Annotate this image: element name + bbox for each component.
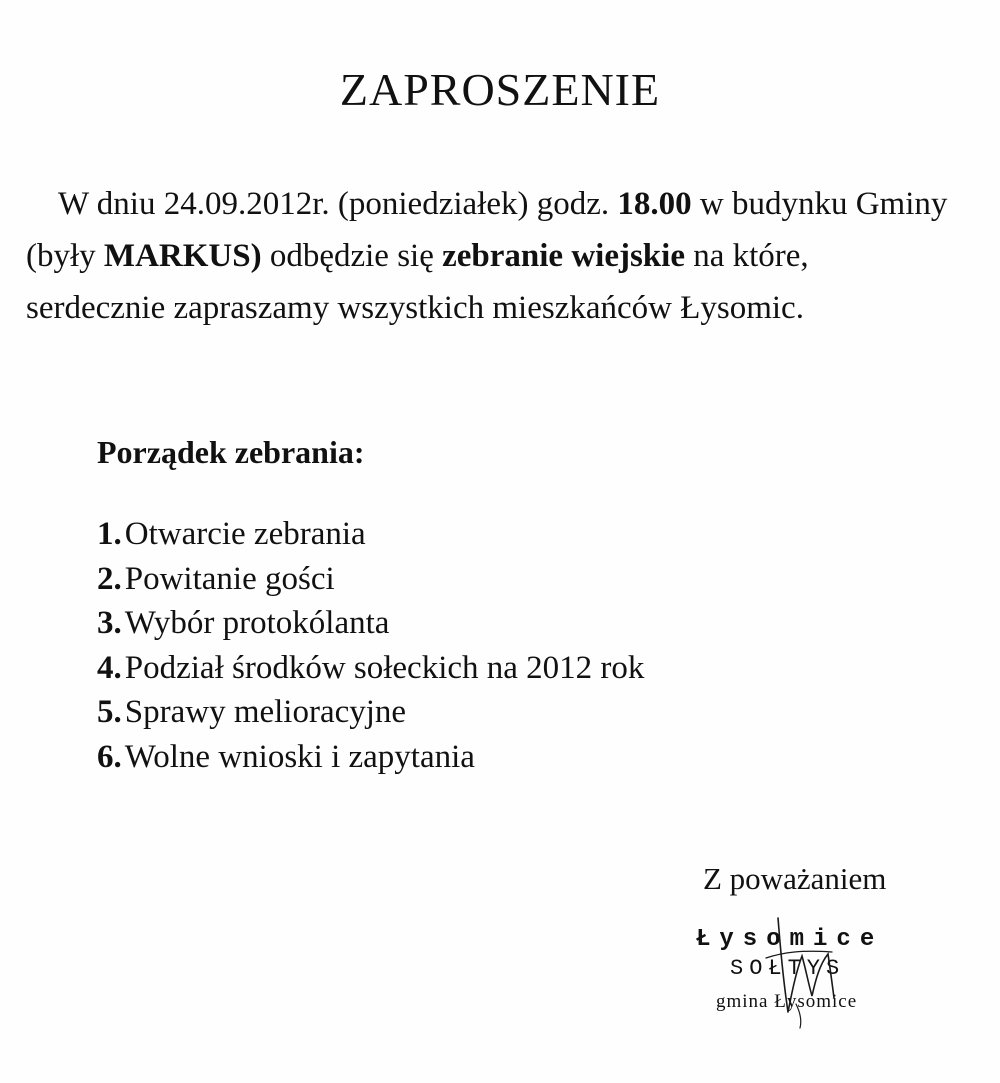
agenda-list (97, 512, 644, 779)
official-stamp (676, 912, 936, 1032)
agenda-item-number: 6. (97, 738, 122, 775)
agenda-item-text: Wybór protokólanta (124, 605, 390, 641)
agenda-item (97, 512, 644, 557)
agenda-item-text: Sprawy melioracyjne (124, 694, 407, 730)
invitation-paragraph (26, 178, 956, 334)
intro-text-2: w budynku Gminy (były (26, 186, 948, 274)
agenda-item (97, 646, 644, 691)
agenda-item-number: 5. (97, 694, 122, 730)
agenda-item-text: Otwarcie zebrania (124, 516, 366, 552)
meeting-type: zebranie wiejskie (442, 238, 685, 274)
intro-text-3: odbędzie się (261, 238, 443, 274)
meeting-place: MARKUS) (103, 238, 262, 274)
intro-text-1: W dniu 24.09.2012r. (poniedziałek) godz. (58, 186, 618, 222)
agenda-item-number: 2. (97, 560, 122, 597)
agenda-item-text: Powitanie gości (124, 560, 335, 597)
agenda-item-number: 1. (97, 516, 122, 552)
agenda-item-number: 4. (97, 649, 122, 686)
agenda-item-text: Wolne wnioski i zapytania (124, 738, 475, 775)
stamp-location: Łysomice (696, 926, 884, 953)
agenda-item (97, 557, 644, 602)
agenda-item (97, 601, 644, 646)
agenda-item (97, 690, 644, 735)
closing-salutation: Z poważaniem (703, 861, 887, 896)
stamp-role: SOŁTYS (730, 956, 846, 981)
agenda-item (97, 735, 644, 780)
intro-text-4: na które, serdecznie zapraszamy wszystkich mieszkańców Łysomic. (26, 238, 809, 326)
handwritten-signature (736, 912, 856, 1032)
agenda-heading: Porządek zebrania: (97, 434, 365, 470)
agenda-item-text: Podział środków sołeckich na 2012 rok (124, 649, 645, 686)
stamp-municipality: gmina Łysomice (716, 991, 858, 1012)
document-title: ZAPROSZENIE (339, 64, 661, 115)
meeting-time: 18.00 (617, 186, 692, 222)
agenda-item-number: 3. (97, 605, 122, 641)
